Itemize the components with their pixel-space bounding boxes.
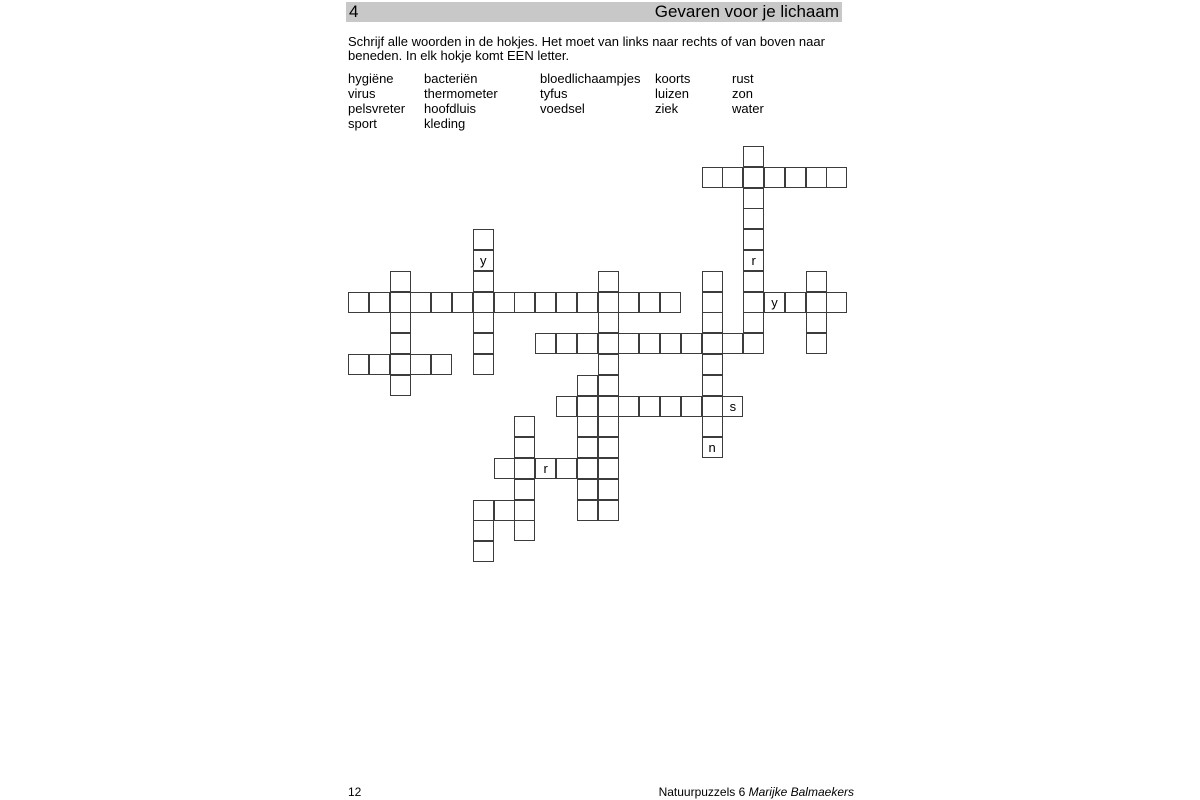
crossword-cell[interactable]: [660, 292, 681, 313]
crossword-cell[interactable]: [556, 292, 577, 313]
word-list: [348, 71, 842, 133]
footer-credit: [659, 785, 854, 799]
crossword-cell[interactable]: [348, 292, 369, 313]
crossword-cell[interactable]: [390, 375, 411, 396]
crossword-cell[interactable]: [514, 416, 535, 437]
crossword-cell[interactable]: [639, 292, 660, 313]
crossword-cell[interactable]: [618, 333, 639, 354]
crossword-cell[interactable]: [577, 375, 598, 396]
crossword-cell[interactable]: [348, 354, 369, 375]
crossword-cell[interactable]: [556, 396, 577, 417]
crossword-cell[interactable]: [473, 271, 494, 292]
word-list-item: kleding: [424, 116, 466, 131]
crossword-cell[interactable]: [743, 167, 764, 188]
crossword-cell[interactable]: [702, 416, 723, 437]
word-list-item: rust: [732, 71, 754, 86]
crossword-cell[interactable]: [494, 458, 515, 479]
crossword-cell[interactable]: [598, 479, 619, 500]
crossword-cell[interactable]: [577, 333, 598, 354]
crossword-cell[interactable]: [743, 312, 764, 333]
crossword-cell[interactable]: [598, 312, 619, 333]
crossword-cell[interactable]: [702, 333, 723, 354]
crossword-cell[interactable]: [743, 208, 764, 229]
crossword-cell[interactable]: [473, 312, 494, 333]
crossword-cell[interactable]: [743, 188, 764, 209]
crossword-cell[interactable]: [702, 375, 723, 396]
crossword-cell[interactable]: [577, 458, 598, 479]
word-list-item: water: [732, 101, 764, 116]
crossword-cell[interactable]: [431, 354, 452, 375]
crossword-cell[interactable]: [702, 292, 723, 313]
word-list-item: hygiëne: [348, 71, 394, 86]
crossword-cell[interactable]: [494, 292, 515, 313]
book-title: Natuurpuzzels 6: [658, 785, 746, 799]
crossword-cell[interactable]: [702, 312, 723, 333]
word-list-item: ziek: [655, 101, 679, 116]
crossword-cell[interactable]: [390, 292, 411, 313]
crossword-cell[interactable]: [556, 458, 577, 479]
crossword-cell[interactable]: [598, 458, 619, 479]
crossword-cell[interactable]: [514, 520, 535, 541]
crossword-cell[interactable]: [785, 167, 806, 188]
crossword-cell[interactable]: [598, 354, 619, 375]
crossword-cell[interactable]: [473, 229, 494, 250]
crossword-cell[interactable]: [369, 292, 390, 313]
crossword-cell[interactable]: [702, 167, 723, 188]
puzzle-title: Gevaren voor je lichaam: [654, 2, 839, 21]
word-list-item: virus: [348, 86, 376, 101]
crossword-cell[interactable]: [577, 500, 598, 521]
word-list-item: tyfus: [540, 86, 568, 101]
crossword-cell[interactable]: [410, 292, 431, 313]
header-bar: [346, 2, 842, 22]
crossword-cell[interactable]: [681, 333, 702, 354]
crossword-cell[interactable]: [390, 354, 411, 375]
page-number: 12: [348, 785, 362, 799]
crossword-cell-given-letter[interactable]: y: [764, 292, 785, 313]
crossword-cell[interactable]: [826, 167, 847, 188]
puzzle-number: 4: [349, 2, 359, 21]
word-list-item: bloedlichaampjes: [540, 71, 641, 86]
crossword-cell[interactable]: [743, 271, 764, 292]
crossword-cell-given-letter[interactable]: y: [473, 250, 494, 271]
crossword-cell[interactable]: [577, 396, 598, 417]
crossword-cell[interactable]: [473, 333, 494, 354]
crossword-cell[interactable]: [826, 292, 847, 313]
crossword-cell[interactable]: [473, 541, 494, 562]
word-list-item: pelsvreter: [348, 101, 406, 116]
crossword-cell[interactable]: [598, 416, 619, 437]
word-list-item: thermometer: [424, 86, 498, 101]
instructions: Schrijf alle woorden in de hokjes. Het moet van links naar rechts of van boven naar beneden. In elk hokje komt EEN letter.: [348, 34, 825, 63]
crossword-cell[interactable]: [473, 292, 494, 313]
crossword-cell[interactable]: [390, 333, 411, 354]
crossword-cell[interactable]: [681, 396, 702, 417]
word-list-item: bacteriën: [424, 71, 478, 86]
word-list-item: voedsel: [540, 101, 585, 116]
crossword-cell[interactable]: [598, 396, 619, 417]
word-list-item: luizen: [655, 86, 689, 101]
crossword-cell[interactable]: [494, 500, 515, 521]
crossword-cell[interactable]: [702, 396, 723, 417]
crossword-cell[interactable]: [390, 312, 411, 333]
crossword-cell[interactable]: [577, 479, 598, 500]
crossword-cell-given-letter[interactable]: n: [702, 437, 723, 458]
crossword-cell[interactable]: [785, 292, 806, 313]
crossword-cell[interactable]: [410, 354, 431, 375]
crossword-cell[interactable]: [722, 167, 743, 188]
crossword-cell-given-letter[interactable]: r: [535, 458, 556, 479]
crossword-cell-given-letter[interactable]: r: [743, 250, 764, 271]
word-list-item: zon: [732, 86, 753, 101]
crossword-cell[interactable]: [806, 292, 827, 313]
crossword-cell[interactable]: [639, 396, 660, 417]
crossword-cell[interactable]: [598, 500, 619, 521]
word-list-item: koorts: [655, 71, 691, 86]
crossword-cell[interactable]: [577, 416, 598, 437]
crossword-cell[interactable]: [556, 333, 577, 354]
crossword-cell[interactable]: [598, 292, 619, 313]
crossword-cell[interactable]: [702, 271, 723, 292]
crossword-cell[interactable]: [722, 333, 743, 354]
crossword-cell[interactable]: [764, 167, 785, 188]
crossword-cell[interactable]: [806, 312, 827, 333]
crossword-cell[interactable]: [473, 520, 494, 541]
crossword-cell[interactable]: [514, 458, 535, 479]
crossword-cell[interactable]: [452, 292, 473, 313]
crossword-cell[interactable]: [431, 292, 452, 313]
crossword-cell[interactable]: [618, 292, 639, 313]
crossword-cell[interactable]: [618, 396, 639, 417]
crossword-cell[interactable]: [535, 292, 556, 313]
crossword-cell[interactable]: [702, 354, 723, 375]
crossword-cell[interactable]: [660, 396, 681, 417]
word-list-item: hoofdluis: [424, 101, 477, 116]
crossword-cell[interactable]: [473, 500, 494, 521]
crossword-cell[interactable]: [390, 271, 411, 292]
crossword-cell[interactable]: [369, 354, 390, 375]
crossword-cell[interactable]: [660, 333, 681, 354]
crossword-cell[interactable]: [806, 333, 827, 354]
crossword-cell[interactable]: [577, 292, 598, 313]
crossword-cell[interactable]: [473, 354, 494, 375]
crossword-cell[interactable]: [577, 437, 598, 458]
crossword-cell[interactable]: [806, 271, 827, 292]
crossword-cell[interactable]: [743, 292, 764, 313]
crossword-cell[interactable]: [598, 375, 619, 396]
crossword-cell[interactable]: [535, 333, 556, 354]
crossword-cell[interactable]: [514, 500, 535, 521]
crossword-cell[interactable]: [743, 146, 764, 167]
crossword-cell[interactable]: [598, 437, 619, 458]
crossword-cell[interactable]: [743, 333, 764, 354]
crossword-cell[interactable]: [639, 333, 660, 354]
crossword-cell-given-letter[interactable]: s: [722, 396, 743, 417]
crossword-cell[interactable]: [514, 292, 535, 313]
crossword-cell[interactable]: [806, 167, 827, 188]
word-list-item: sport: [348, 116, 377, 131]
crossword-cell[interactable]: [598, 271, 619, 292]
crossword-cell[interactable]: [514, 479, 535, 500]
crossword-cell[interactable]: [598, 333, 619, 354]
crossword-cell[interactable]: [514, 437, 535, 458]
crossword-cell[interactable]: [743, 229, 764, 250]
author-name: Marijke Balmaekers: [748, 785, 854, 799]
